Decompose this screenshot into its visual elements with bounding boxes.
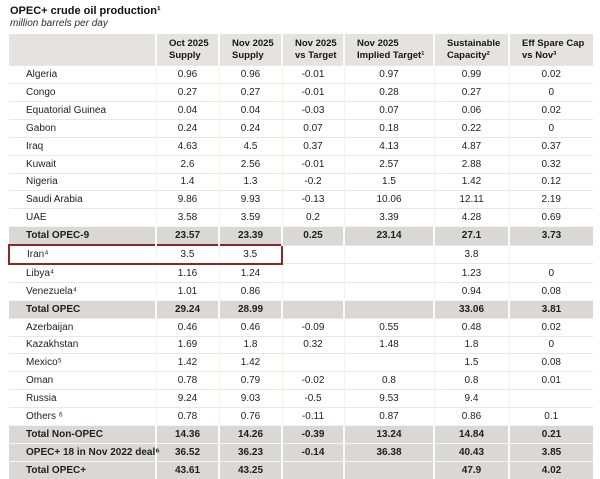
cell-eff-spare-cap-vs-nov: 0 <box>509 119 593 137</box>
cell-oct-2025-supply: 23.57 <box>156 227 219 245</box>
cell-oct-2025-supply: 3.5 <box>156 245 219 264</box>
cell-sustainable-capacity: 1.42 <box>434 173 509 191</box>
cell-sustainable-capacity: 0.22 <box>434 119 509 137</box>
table-row <box>9 137 593 155</box>
table-row <box>9 425 593 443</box>
cell-nov-2025-supply: 3.5 <box>219 245 282 264</box>
cell-eff-spare-cap-vs-nov: 0.08 <box>509 282 593 300</box>
cell-nov-2025-vs-target: 0.32 <box>282 336 344 354</box>
cell-eff-spare-cap-vs-nov: 0 <box>509 84 593 102</box>
cell-nov-2025-vs-target <box>282 264 344 282</box>
table-row <box>9 390 593 408</box>
cell-nov-2025-implied-target <box>344 461 434 478</box>
row-label: Russia <box>9 390 156 408</box>
cell-nov-2025-vs-target: 0.25 <box>282 227 344 245</box>
cell-nov-2025-implied-target: 1.5 <box>344 173 434 191</box>
cell-sustainable-capacity: 0.8 <box>434 372 509 390</box>
cell-sustainable-capacity: 12.11 <box>434 191 509 209</box>
cell-eff-spare-cap-vs-nov <box>509 245 593 264</box>
production-table <box>8 34 593 479</box>
table-row <box>9 336 593 354</box>
cell-nov-2025-supply: 43.25 <box>219 461 282 478</box>
cell-nov-2025-supply: 14.26 <box>219 425 282 443</box>
cell-nov-2025-implied-target: 13.24 <box>344 425 434 443</box>
row-label: Iraq <box>9 137 156 155</box>
cell-nov-2025-implied-target: 3.39 <box>344 209 434 227</box>
table-row <box>9 264 593 282</box>
cell-oct-2025-supply: 9.24 <box>156 390 219 408</box>
cell-nov-2025-supply: 28.99 <box>219 300 282 318</box>
cell-eff-spare-cap-vs-nov: 0 <box>509 336 593 354</box>
column-header-sustainable-capacity: Sustainable Capacity² <box>434 34 509 66</box>
cell-eff-spare-cap-vs-nov: 0 <box>509 264 593 282</box>
row-label: Kuwait <box>9 155 156 173</box>
cell-eff-spare-cap-vs-nov: 3.73 <box>509 227 593 245</box>
row-label: Kazakhstan <box>9 336 156 354</box>
cell-nov-2025-supply: 0.96 <box>219 66 282 84</box>
cell-nov-2025-vs-target: -0.01 <box>282 155 344 173</box>
cell-nov-2025-implied-target <box>344 354 434 372</box>
cell-oct-2025-supply: 0.24 <box>156 119 219 137</box>
cell-sustainable-capacity: 9.4 <box>434 390 509 408</box>
header-row <box>9 34 593 66</box>
cell-sustainable-capacity: 1.5 <box>434 354 509 372</box>
column-header-nov-2025-vs-target: Nov 2025 vs Target <box>282 34 344 66</box>
cell-nov-2025-implied-target: 0.8 <box>344 372 434 390</box>
cell-nov-2025-supply: 0.46 <box>219 318 282 336</box>
cell-nov-2025-vs-target: -0.14 <box>282 443 344 461</box>
cell-nov-2025-supply: 0.24 <box>219 119 282 137</box>
table-body <box>9 66 593 479</box>
cell-nov-2025-supply: 0.27 <box>219 84 282 102</box>
cell-nov-2025-implied-target: 36.38 <box>344 443 434 461</box>
cell-nov-2025-vs-target: -0.01 <box>282 84 344 102</box>
cell-sustainable-capacity: 0.48 <box>434 318 509 336</box>
cell-sustainable-capacity: 1.8 <box>434 336 509 354</box>
table-row <box>9 354 593 372</box>
cell-sustainable-capacity: 47.9 <box>434 461 509 478</box>
cell-sustainable-capacity: 0.99 <box>434 66 509 84</box>
cell-sustainable-capacity: 4.28 <box>434 209 509 227</box>
cell-nov-2025-vs-target <box>282 461 344 478</box>
table-row <box>9 372 593 390</box>
row-label: Equatorial Guinea <box>9 101 156 119</box>
cell-oct-2025-supply: 36.52 <box>156 443 219 461</box>
row-label: Total OPEC <box>9 300 156 318</box>
cell-sustainable-capacity: 4.87 <box>434 137 509 155</box>
cell-nov-2025-implied-target: 4.13 <box>344 137 434 155</box>
cell-sustainable-capacity: 1.23 <box>434 264 509 282</box>
table-row <box>9 66 593 84</box>
cell-nov-2025-supply: 0.86 <box>219 282 282 300</box>
cell-nov-2025-supply: 23.39 <box>219 227 282 245</box>
cell-nov-2025-supply: 1.42 <box>219 354 282 372</box>
cell-oct-2025-supply: 1.16 <box>156 264 219 282</box>
cell-nov-2025-supply: 9.93 <box>219 191 282 209</box>
cell-sustainable-capacity: 0.86 <box>434 408 509 426</box>
row-label: Congo <box>9 84 156 102</box>
cell-nov-2025-vs-target: -0.39 <box>282 425 344 443</box>
row-label: Gabon <box>9 119 156 137</box>
cell-eff-spare-cap-vs-nov: 0.21 <box>509 425 593 443</box>
cell-eff-spare-cap-vs-nov: 3.85 <box>509 443 593 461</box>
cell-nov-2025-implied-target: 10.06 <box>344 191 434 209</box>
cell-nov-2025-vs-target: -0.5 <box>282 390 344 408</box>
cell-nov-2025-supply: 9.03 <box>219 390 282 408</box>
cell-nov-2025-vs-target: -0.02 <box>282 372 344 390</box>
cell-nov-2025-vs-target: -0.2 <box>282 173 344 191</box>
cell-oct-2025-supply: 0.46 <box>156 318 219 336</box>
cell-sustainable-capacity: 0.06 <box>434 101 509 119</box>
cell-oct-2025-supply: 3.58 <box>156 209 219 227</box>
cell-nov-2025-supply: 4.5 <box>219 137 282 155</box>
row-label: OPEC+ 18 in Nov 2022 deal⁶ <box>9 443 156 461</box>
cell-nov-2025-vs-target: 0.2 <box>282 209 344 227</box>
cell-oct-2025-supply: 2.6 <box>156 155 219 173</box>
cell-oct-2025-supply: 0.27 <box>156 84 219 102</box>
cell-nov-2025-vs-target <box>282 282 344 300</box>
cell-nov-2025-vs-target: 0.07 <box>282 119 344 137</box>
cell-nov-2025-implied-target <box>344 264 434 282</box>
cell-eff-spare-cap-vs-nov <box>509 390 593 408</box>
table-header <box>9 34 593 66</box>
cell-eff-spare-cap-vs-nov: 0.69 <box>509 209 593 227</box>
table-row <box>9 282 593 300</box>
cell-nov-2025-vs-target <box>282 354 344 372</box>
cell-sustainable-capacity: 27.1 <box>434 227 509 245</box>
cell-eff-spare-cap-vs-nov: 4.02 <box>509 461 593 478</box>
row-label: Mexico⁵ <box>9 354 156 372</box>
cell-nov-2025-vs-target: -0.13 <box>282 191 344 209</box>
cell-oct-2025-supply: 1.42 <box>156 354 219 372</box>
row-label: Azerbaijan <box>9 318 156 336</box>
cell-oct-2025-supply: 43.61 <box>156 461 219 478</box>
cell-sustainable-capacity: 0.27 <box>434 84 509 102</box>
cell-oct-2025-supply: 29.24 <box>156 300 219 318</box>
cell-nov-2025-vs-target: -0.11 <box>282 408 344 426</box>
cell-oct-2025-supply: 4.63 <box>156 137 219 155</box>
cell-oct-2025-supply: 1.01 <box>156 282 219 300</box>
row-label: Libya⁴ <box>9 264 156 282</box>
row-label: Venezuela⁴ <box>9 282 156 300</box>
cell-eff-spare-cap-vs-nov: 0.37 <box>509 137 593 155</box>
cell-eff-spare-cap-vs-nov: 0.32 <box>509 155 593 173</box>
cell-oct-2025-supply: 0.78 <box>156 372 219 390</box>
table-row <box>9 119 593 137</box>
table-row <box>9 318 593 336</box>
cell-eff-spare-cap-vs-nov: 0.08 <box>509 354 593 372</box>
cell-nov-2025-vs-target: -0.09 <box>282 318 344 336</box>
cell-nov-2025-implied-target: 2.57 <box>344 155 434 173</box>
row-label: Algeria <box>9 66 156 84</box>
table-row <box>9 300 593 318</box>
cell-oct-2025-supply: 14.36 <box>156 425 219 443</box>
cell-nov-2025-vs-target <box>282 300 344 318</box>
table-row <box>9 84 593 102</box>
cell-nov-2025-implied-target: 9.53 <box>344 390 434 408</box>
cell-nov-2025-implied-target: 0.87 <box>344 408 434 426</box>
cell-nov-2025-implied-target <box>344 300 434 318</box>
cell-nov-2025-vs-target <box>282 245 344 264</box>
cell-nov-2025-supply: 0.79 <box>219 372 282 390</box>
cell-sustainable-capacity: 14.84 <box>434 425 509 443</box>
cell-nov-2025-vs-target: 0.37 <box>282 137 344 155</box>
table-row <box>9 408 593 426</box>
cell-sustainable-capacity: 3.8 <box>434 245 509 264</box>
cell-nov-2025-supply: 0.04 <box>219 101 282 119</box>
cell-sustainable-capacity: 0.94 <box>434 282 509 300</box>
cell-sustainable-capacity: 33.06 <box>434 300 509 318</box>
table-row <box>9 461 593 478</box>
cell-nov-2025-implied-target: 1.48 <box>344 336 434 354</box>
cell-nov-2025-implied-target <box>344 282 434 300</box>
row-label: Others ⁶ <box>9 408 156 426</box>
row-label: Total Non-OPEC <box>9 425 156 443</box>
cell-nov-2025-supply: 2.56 <box>219 155 282 173</box>
cell-nov-2025-implied-target: 0.28 <box>344 84 434 102</box>
table-row <box>9 209 593 227</box>
cell-nov-2025-implied-target <box>344 245 434 264</box>
row-label: Iran⁴ <box>9 245 156 264</box>
table-row <box>9 191 593 209</box>
row-label: Nigeria <box>9 173 156 191</box>
table-row <box>9 227 593 245</box>
column-header-eff-spare-cap-vs-nov: Eff Spare Cap vs Nov³ <box>509 34 593 66</box>
cell-nov-2025-implied-target: 0.07 <box>344 101 434 119</box>
cell-eff-spare-cap-vs-nov: 2.19 <box>509 191 593 209</box>
cell-nov-2025-supply: 3.59 <box>219 209 282 227</box>
table-row <box>9 155 593 173</box>
row-label: Total OPEC+ <box>9 461 156 478</box>
cell-oct-2025-supply: 0.96 <box>156 66 219 84</box>
cell-nov-2025-supply: 1.3 <box>219 173 282 191</box>
cell-oct-2025-supply: 9.86 <box>156 191 219 209</box>
row-label: Oman <box>9 372 156 390</box>
column-header-nov-2025-implied-target: Nov 2025 Implied Target¹ <box>344 34 434 66</box>
cell-eff-spare-cap-vs-nov: 0.02 <box>509 318 593 336</box>
row-label: Saudi Arabia <box>9 191 156 209</box>
cell-nov-2025-supply: 1.24 <box>219 264 282 282</box>
cell-oct-2025-supply: 1.4 <box>156 173 219 191</box>
column-header-oct-2025-supply: Oct 2025 Supply <box>156 34 219 66</box>
cell-oct-2025-supply: 0.78 <box>156 408 219 426</box>
cell-eff-spare-cap-vs-nov: 3.81 <box>509 300 593 318</box>
cell-oct-2025-supply: 1.69 <box>156 336 219 354</box>
cell-nov-2025-implied-target: 0.55 <box>344 318 434 336</box>
cell-sustainable-capacity: 40.43 <box>434 443 509 461</box>
cell-oct-2025-supply: 0.04 <box>156 101 219 119</box>
cell-eff-spare-cap-vs-nov: 0.01 <box>509 372 593 390</box>
page-subtitle: million barrels per day <box>10 18 108 29</box>
cell-nov-2025-implied-target: 0.18 <box>344 119 434 137</box>
cell-nov-2025-vs-target: -0.01 <box>282 66 344 84</box>
table-row <box>9 245 593 264</box>
cell-sustainable-capacity: 2.88 <box>434 155 509 173</box>
page-title: OPEC+ crude oil production¹ <box>10 5 161 17</box>
table-row <box>9 101 593 119</box>
row-label: Total OPEC-9 <box>9 227 156 245</box>
cell-eff-spare-cap-vs-nov: 0.12 <box>509 173 593 191</box>
cell-nov-2025-vs-target: -0.03 <box>282 101 344 119</box>
column-header-nov-2025-supply: Nov 2025 Supply <box>219 34 282 66</box>
cell-eff-spare-cap-vs-nov: 0.02 <box>509 101 593 119</box>
cell-eff-spare-cap-vs-nov: 0.1 <box>509 408 593 426</box>
table-row <box>9 173 593 191</box>
cell-nov-2025-implied-target: 0.97 <box>344 66 434 84</box>
table-row <box>9 443 593 461</box>
cell-nov-2025-supply: 0.76 <box>219 408 282 426</box>
row-label: UAE <box>9 209 156 227</box>
column-header-country <box>9 34 156 66</box>
cell-eff-spare-cap-vs-nov: 0.02 <box>509 66 593 84</box>
cell-nov-2025-implied-target: 23.14 <box>344 227 434 245</box>
cell-nov-2025-supply: 1.8 <box>219 336 282 354</box>
cell-nov-2025-supply: 36.23 <box>219 443 282 461</box>
